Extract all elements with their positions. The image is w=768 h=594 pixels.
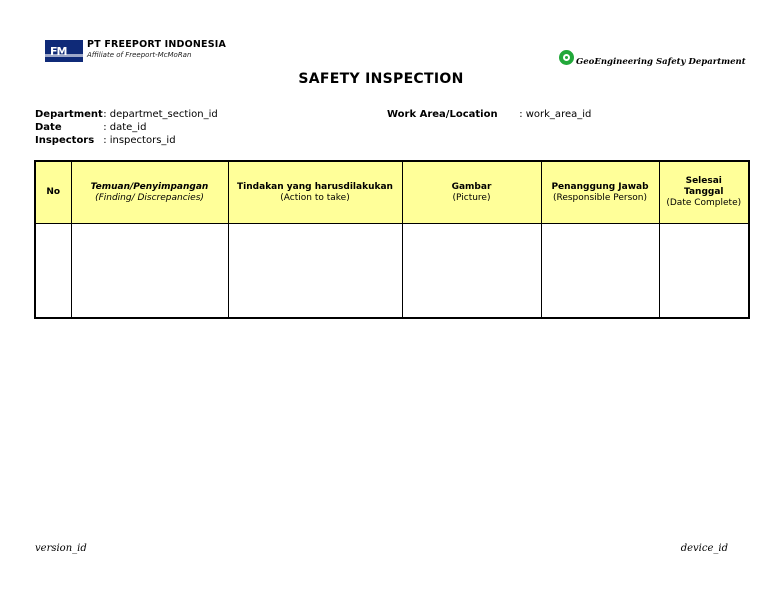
cell-finding[interactable] (71, 224, 228, 319)
logo-mark-text: FM (50, 45, 67, 58)
version-footer: version_id (35, 543, 87, 554)
date-value: : date_id (103, 122, 147, 133)
department-row (35, 109, 218, 120)
device-footer: device_id (680, 543, 728, 554)
cell-picture[interactable] (402, 224, 541, 319)
table-header-row (35, 161, 749, 224)
work-area-value: : work_area_id (519, 109, 592, 120)
inspectors-label: Inspectors (35, 135, 95, 146)
column-header-no: No (35, 161, 71, 224)
page-title: SAFETY INSPECTION (298, 71, 464, 87)
table-row (35, 224, 749, 319)
gear-icon (559, 50, 574, 65)
column-header-date-complete: Selesai Tanggal (Date Complete) (659, 161, 749, 224)
cell-action[interactable] (228, 224, 402, 319)
inspection-table (34, 160, 750, 319)
work-area-label: Work Area/Location (387, 109, 498, 120)
cell-date-complete[interactable] (659, 224, 749, 319)
column-header-finding: Temuan/Penyimpangan (Finding/ Discrepancies) (71, 161, 228, 224)
column-header-picture: Gambar (Picture) (402, 161, 541, 224)
company-affiliate: Affiliate of Freeport-McMoRan (87, 51, 192, 59)
cell-responsible[interactable] (541, 224, 659, 319)
inspectors-row (35, 135, 176, 146)
date-row (35, 122, 146, 133)
freeport-logo-icon (45, 40, 83, 62)
department-value: : departmet_section_id (103, 109, 218, 120)
department-name: GeoEngineering Safety Department (576, 57, 746, 67)
inspectors-value: : inspectors_id (103, 135, 176, 146)
company-name: PT FREEPORT INDONESIA (87, 39, 227, 50)
work-area-row (387, 109, 591, 120)
column-header-responsible: Penanggung Jawab (Responsible Person) (541, 161, 659, 224)
department-logo (559, 50, 746, 65)
column-header-action: Tindakan yang harusdilakukan (Action to take) (228, 161, 402, 224)
cell-no[interactable] (35, 224, 71, 319)
department-label: Department (35, 109, 103, 120)
date-label: Date (35, 122, 62, 133)
